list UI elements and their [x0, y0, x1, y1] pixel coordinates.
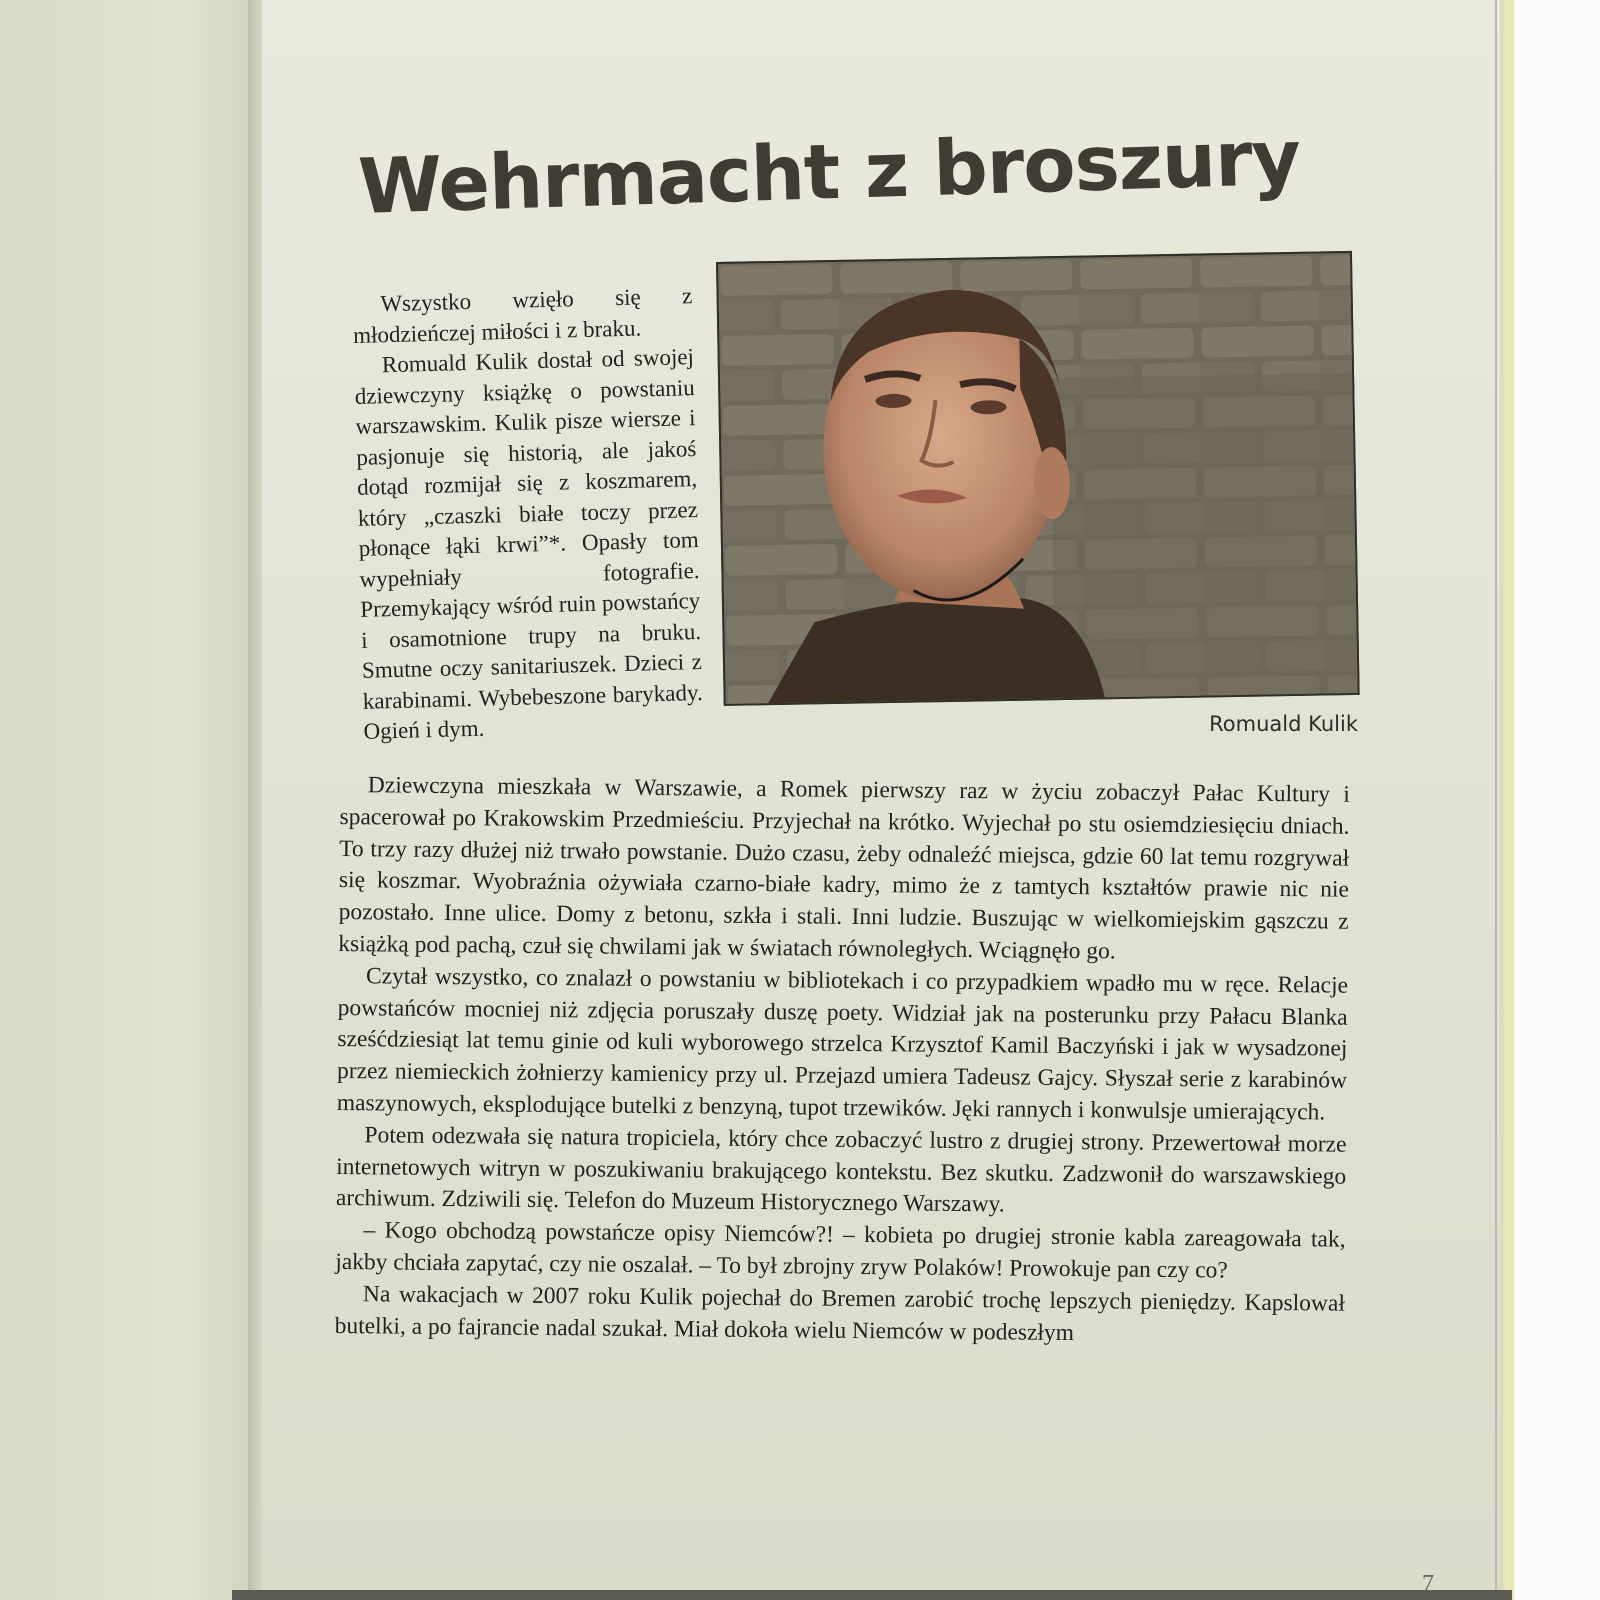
paragraph-1: Wszystko wzięło się z młodzieńczej miłości i z braku.: [352, 283, 693, 348]
paragraph-5: Potem odezwała się natura tropiciela, który chce zobaczyć lustro z drugiej strony. Przewertował morze internetowych witryn w poszukiwaniu brakującego kontekstu. Bez skutku. Zadzwonił do warszawskiego archiwum. Zdziwili się. Telefon do Muzeum Historycznego Warszawy.: [335, 1122, 1347, 1218]
page-edge-line: [1495, 0, 1497, 1600]
paragraph-6: – Kogo obchodzą powstańcze opisy Niemców?! – kobieta po drugiej stronie kabla zareagowała tak, jakby chciała zapytać, czy nie oszalał. – To był zbrojny zryw Polaków! Prowokuje pan czy co?: [335, 1217, 1346, 1284]
cover-bottom-edge: [232, 1590, 1512, 1600]
page-number: 7: [1422, 1571, 1434, 1597]
photo-caption: Romuald Kulik: [1209, 712, 1358, 736]
paragraph-7: Na wakacjach w 2007 roku Kulik pojechał do Bremen zarobić trochę lepszych pieniędzy. Kapslował butelki, a po fajrancie nadal szukał. Miał dokoła wielu Niemców w podeszłym: [334, 1280, 1346, 1346]
left-page: [0, 0, 265, 1600]
page-stack-edge: [1500, 0, 1514, 1600]
page-title: Wehrmacht z broszury: [356, 112, 1302, 232]
background: [1514, 0, 1600, 1600]
paragraph-2: Romuald Kulik dostał od swojej dziewczyny książkę o powstaniu warszawskim. Kulik pisze wiersze i pasjonuje się historią, ale jakoś dotąd rozmijał się z koszmarem, który „czaszki białe toczy przez płonące łąki krwi”*. Opasły tom wypełniały fotografie. Przemykający wśród ruin powstańcy i osamotnione trupy na bruku. Smutne oczy sanitariuszek. Dzieci z karabinami. Wybebeszone barykady. Ogień i dym.: [354, 344, 703, 744]
portrait-photo: [716, 251, 1360, 706]
narrow-text-column: [352, 281, 704, 770]
paragraph-3: Dziewczyna mieszkała w Warszawie, a Romek pierwszy raz w życiu zobaczył Pałac Kultury i spacerował po Krakowskim Przedmieściu. Przyjechał na krótko. Wyjechał po stu osiemdziesięciu dniach. To trzy razy dłużej niż trwało powstanie. Dużo czasu, żeby odnaleźć miejsca, gdzie 60 lat temu rozgrywał się koszmar. Wyobraźnia ożywiała czarno-białe kadry, mimo że z tamtych kształtów prawie nic nie pozostało. Inne ulice. Domy z betonu, szkła i stali. Inni ludzie. Buszując w wielkomiejskim gąszczu z książką pod pachą, czuł się chwilami jak w światach równoległych. Wciągnęło go.: [338, 772, 1350, 965]
main-text-column: [333, 770, 1350, 1510]
paragraph-4: Czytał wszystko, co znalazł o powstaniu w bibliotekach i co przypadkiem wpadło mu w ręce. Relacje powstańców mocniej niż zdjęcia poruszały duszę poety. Widział jak na posterunku przy Pałacu Blanka sześćdziesiąt lat temu ginie od kuli wyborowego strzelca Krzysztof Kamil Baczyński i jak w wysadzonej przez niemieckich żołnierzy kamienicy przy ul. Przejazd umiera Tadeusz Gajcy. Słyszał serie z karabinów maszynowych, eksplodujące butelki z benzyną, tupot trzewików. Jęki rannych i konwulsje umierających.: [336, 963, 1349, 1126]
